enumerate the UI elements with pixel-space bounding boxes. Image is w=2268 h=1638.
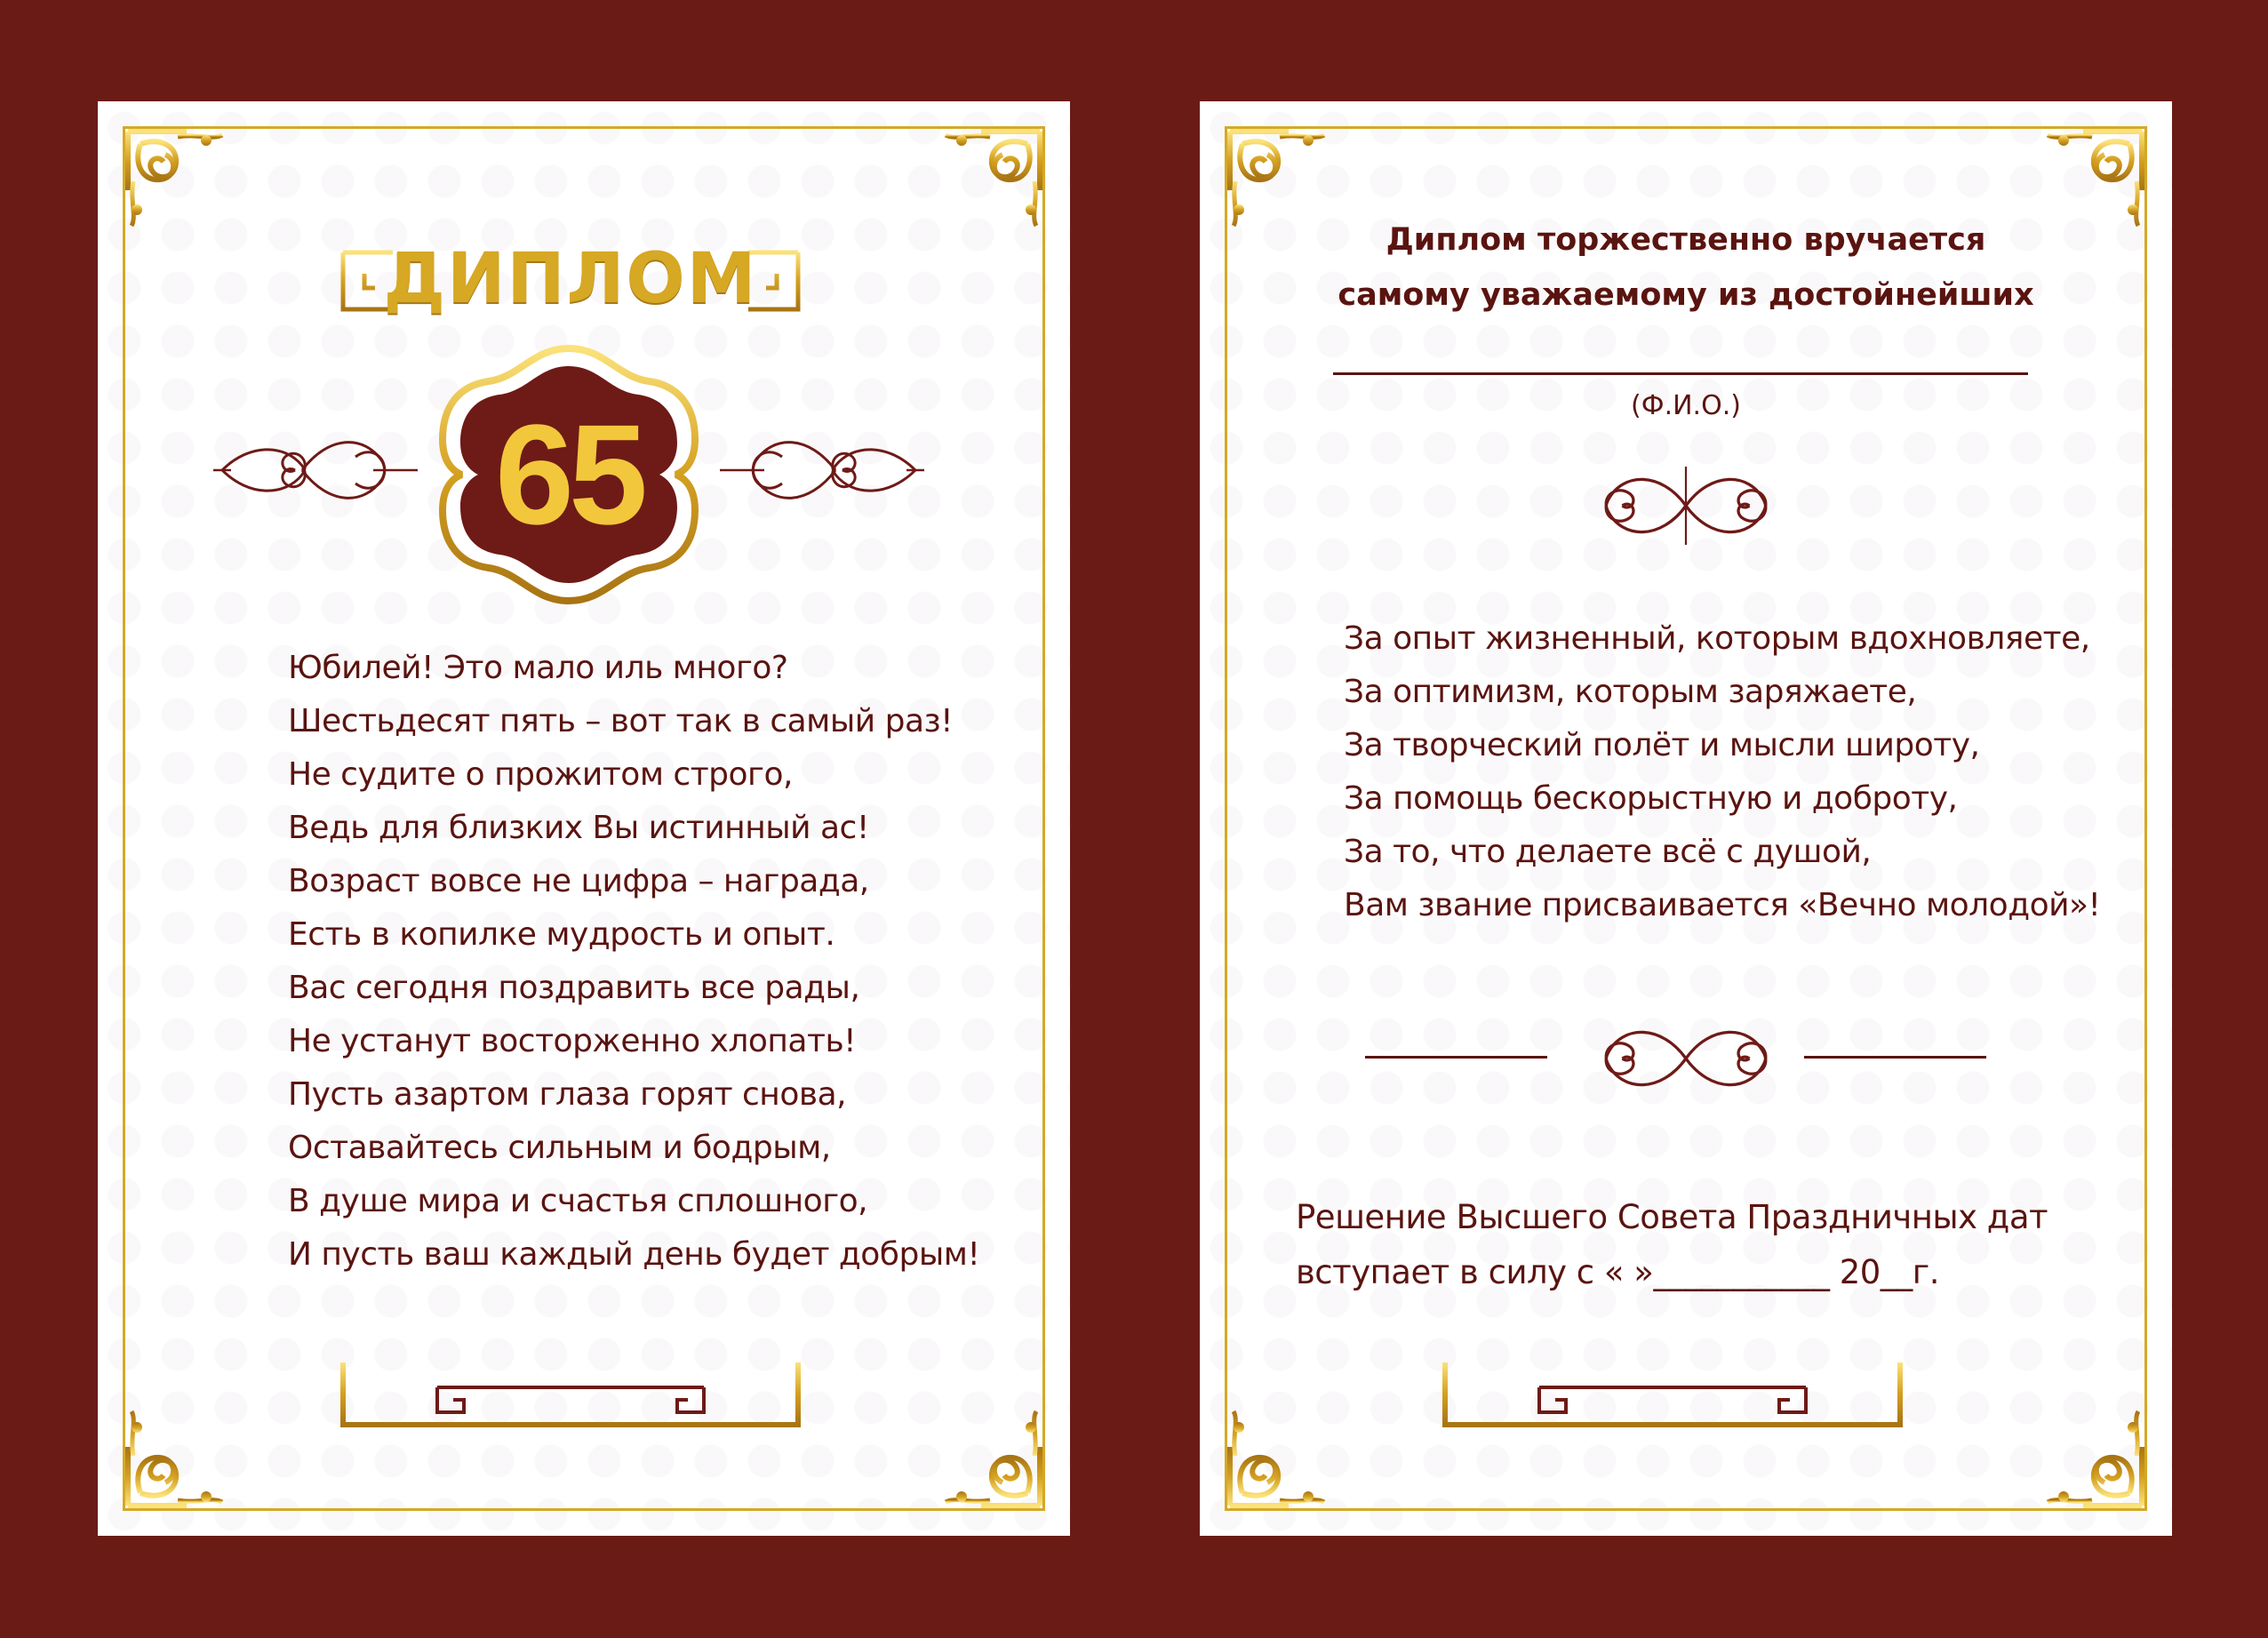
poem-line: Пусть азартом глаза горят снова,	[288, 1076, 847, 1113]
corner-ornament-icon	[124, 1402, 231, 1509]
poem-line: В душе мира и счастья сплошного,	[288, 1183, 868, 1219]
council-decision	[1296, 1190, 2048, 1300]
corner-ornament-icon	[1226, 1402, 1333, 1509]
poem-line: Оставайтесь сильным и бодрым,	[288, 1130, 831, 1166]
poem-line: Шестьдесят пять – вот так в самый раз!	[288, 703, 954, 739]
name-blank-line	[1333, 372, 2028, 375]
corner-ornament-icon	[124, 128, 231, 235]
poem-line: За помощь бескорыстную и доброту,	[1344, 780, 1958, 817]
poem-line: Юбилей! Это мало иль много?	[288, 650, 788, 686]
poem-line: Ведь для близких Вы истинный ас!	[288, 810, 869, 846]
corner-ornament-icon	[937, 128, 1043, 235]
badge-number: 65	[495, 395, 643, 554]
poem-line: Вам звание присваивается «Вечно молодой»!	[1344, 887, 2101, 923]
flourish-icon	[1566, 1010, 1806, 1107]
corner-ornament-icon	[2039, 1402, 2145, 1509]
divider-line-right	[1804, 1056, 1986, 1059]
greek-key-ornament-icon	[339, 1359, 802, 1430]
corner-ornament-icon	[937, 1402, 1043, 1509]
poem-line: Не устанут восторженно хлопать!	[288, 1023, 857, 1059]
anniversary-badge	[435, 341, 702, 608]
poem-line: Вас сегодня поздравить все рады,	[288, 970, 860, 1006]
poem-line: За творческий полёт и мысли широту,	[1344, 727, 1980, 763]
title-text: ДИПЛОМ	[383, 239, 758, 319]
flourish-icon	[1566, 457, 1806, 555]
diploma-back-page	[1200, 101, 2172, 1536]
greek-key-ornament-icon	[1441, 1359, 1904, 1430]
award-poem	[1344, 612, 2100, 932]
diploma-front-page	[98, 101, 1070, 1536]
diploma-title	[339, 235, 802, 324]
decision-line: Решение Высшего Совета Праздничных дат	[1296, 1198, 2048, 1236]
heading-line: Диплом торжественно вручается	[1386, 222, 1986, 258]
heading-line: самому уважаемому из достойнейших	[1338, 277, 2034, 313]
poem-line: За опыт жизненный, которым вдохновляете,	[1344, 620, 2090, 657]
greeting-poem	[288, 642, 979, 1282]
poem-line: Есть в копилке мудрость и опыт.	[288, 916, 835, 953]
decision-line: вступает в силу с « »___________ 20__г.	[1296, 1253, 1939, 1291]
poem-line: Не судите о прожитом строго,	[288, 756, 793, 793]
poem-line: За оптимизм, которым заряжаете,	[1344, 674, 1917, 710]
fio-label: (Ф.И.О.)	[1631, 390, 1741, 421]
poem-line: Возраст вовсе не цифра – награда,	[288, 863, 869, 899]
award-heading	[1271, 212, 2101, 323]
divider-line-left	[1365, 1056, 1547, 1059]
poem-line: За то, что делаете всё с душой,	[1344, 834, 1872, 870]
flourish-left-icon	[209, 426, 422, 515]
poem-line: И пусть ваш каждый день будет добрым!	[288, 1236, 980, 1273]
flourish-right-icon	[715, 426, 929, 515]
